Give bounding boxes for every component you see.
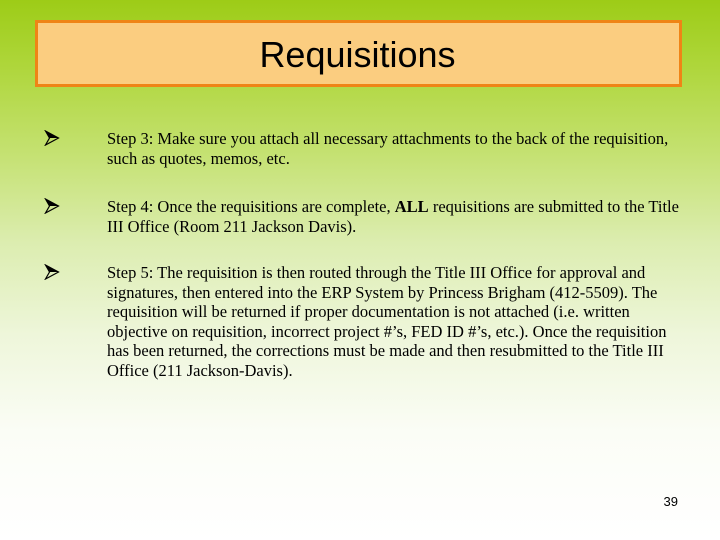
arrowhead-bullet-icon — [44, 130, 60, 146]
step-4-emphasis: ALL — [394, 197, 429, 216]
step-4-text-end: requisitions are submitted to the Title III Office (Room 211 Jackson Davis). — [107, 197, 679, 236]
step-4-text — [107, 197, 682, 236]
title-box — [35, 20, 682, 87]
step-5-text: Step 5: The requisition is then routed through the Title III Office for approval and signatures, then entered into the ERP System by Princess Brigham (412-5509). The requisition will be returned if proper documentation is not attached (i.e. written objective on requisition, incorrect project #’s, FED ID #’s, etc.). Once the requisition has been returned, the corrections must be made and then resubmitted to the Title III Office (211 Jackson-Davis). — [107, 263, 667, 380]
step-3-text: Step 3: Make sure you attach all necessary attachments to the back of the requisition, such as quotes, memos, etc. — [107, 129, 669, 168]
step-4-text-start: Step 4: Once the requisitions are complete, — [107, 197, 395, 216]
page-number: 39 — [663, 494, 678, 509]
arrowhead-bullet-icon — [44, 198, 60, 214]
slide-title: Requisitions — [259, 33, 456, 75]
arrowhead-bullet-icon — [44, 264, 60, 280]
